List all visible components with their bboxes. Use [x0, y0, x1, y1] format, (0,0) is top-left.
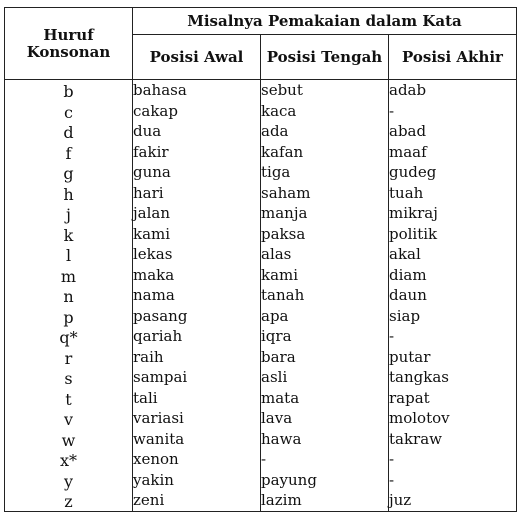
- consonant-letter: k: [63, 225, 74, 245]
- consonant-letter: y: [63, 471, 74, 491]
- consonant-letter: g: [63, 164, 74, 183]
- consonant-letter: q*: [59, 328, 78, 347]
- consonant-table: [4, 7, 517, 512]
- posisi-tengah-column: [261, 80, 389, 512]
- word-posisi-akhir: juz: [389, 491, 412, 509]
- word-posisi-tengah: alas: [261, 245, 292, 263]
- word-posisi-awal: pasang: [133, 306, 188, 325]
- word-posisi-awal: cakap: [133, 101, 178, 120]
- header-posisi-tengah: Posisi Tengah: [261, 35, 389, 80]
- word-posisi-akhir: takraw: [389, 429, 443, 448]
- consonant-letter: b: [63, 82, 74, 101]
- consonant-letter: z: [64, 492, 73, 511]
- word-posisi-awal: hari: [133, 183, 164, 202]
- word-posisi-awal: qariah: [133, 327, 183, 345]
- word-posisi-awal: fakir: [133, 142, 169, 161]
- word-posisi-tengah: kami: [261, 265, 299, 284]
- word-posisi-akhir: -: [389, 450, 395, 468]
- consonant-letter: n: [63, 287, 74, 306]
- consonant-letter: r: [64, 348, 73, 368]
- word-posisi-tengah: lazim: [261, 491, 302, 509]
- word-posisi-akhir: rapat: [389, 388, 430, 407]
- word-posisi-akhir: diam: [389, 265, 427, 284]
- word-posisi-awal: tali: [133, 388, 158, 407]
- word-posisi-akhir: -: [389, 470, 395, 489]
- word-posisi-tengah: ada: [261, 122, 289, 140]
- word-posisi-akhir: putar: [389, 347, 431, 366]
- word-posisi-awal: guna: [133, 163, 171, 181]
- word-posisi-akhir: abad: [389, 122, 427, 140]
- consonant-letter: p: [63, 307, 74, 327]
- word-posisi-awal: raih: [133, 347, 164, 366]
- consonant-letter: c: [64, 102, 73, 122]
- header-misalnya: Misalnya Pemakaian dalam Kata: [133, 8, 517, 35]
- word-posisi-akhir: siap: [389, 306, 421, 325]
- word-posisi-tengah: tanah: [261, 286, 305, 304]
- table-body-row: [5, 80, 517, 512]
- posisi-awal-column: [133, 80, 261, 512]
- consonant-letter: t: [65, 389, 72, 409]
- word-posisi-tengah: kafan: [261, 142, 304, 161]
- word-posisi-tengah: -: [261, 450, 267, 468]
- word-posisi-akhir: daun: [389, 286, 427, 304]
- header-huruf-konsonan: Huruf Konsonan: [5, 8, 133, 80]
- consonant-letter: s: [64, 369, 73, 388]
- word-posisi-tengah: saham: [261, 183, 311, 202]
- consonant-letter: x*: [59, 451, 78, 470]
- word-posisi-awal: yakin: [133, 470, 174, 489]
- word-posisi-tengah: hawa: [261, 429, 302, 448]
- consonant-letter: w: [61, 430, 76, 450]
- word-posisi-akhir: politik: [389, 224, 438, 243]
- consonant-letter: h: [63, 184, 74, 204]
- word-posisi-awal: maka: [133, 265, 175, 284]
- word-posisi-tengah: kaca: [261, 101, 297, 120]
- word-posisi-awal: sampai: [133, 368, 188, 386]
- word-posisi-awal: jalan: [133, 204, 170, 222]
- word-posisi-akhir: molotov: [389, 409, 450, 427]
- header-posisi-akhir: Posisi Akhir: [389, 35, 517, 80]
- word-posisi-awal: xenon: [133, 450, 179, 468]
- word-posisi-akhir: mikraj: [389, 204, 438, 222]
- word-posisi-akhir: tangkas: [389, 368, 449, 386]
- consonant-letter: d: [63, 123, 74, 142]
- word-posisi-awal: dua: [133, 122, 162, 140]
- word-posisi-awal: bahasa: [133, 81, 187, 99]
- word-posisi-awal: lekas: [133, 245, 173, 263]
- word-posisi-tengah: manja: [261, 204, 308, 222]
- word-posisi-akhir: adab: [389, 81, 427, 99]
- word-posisi-tengah: lava: [261, 409, 293, 427]
- posisi-akhir-column: [389, 80, 517, 512]
- word-posisi-tengah: sebut: [261, 81, 303, 99]
- word-posisi-akhir: maaf: [389, 142, 427, 161]
- word-posisi-akhir: -: [389, 327, 395, 345]
- word-posisi-awal: nama: [133, 286, 175, 304]
- word-posisi-tengah: iqra: [261, 327, 292, 345]
- consonant-letter: l: [65, 246, 72, 265]
- word-posisi-akhir: gudeg: [389, 163, 437, 181]
- consonant-letter: j: [66, 205, 71, 224]
- word-posisi-awal: wanita: [133, 429, 185, 448]
- word-posisi-awal: kami: [133, 224, 171, 243]
- consonant-letter: f: [65, 143, 72, 163]
- word-posisi-akhir: akal: [389, 245, 421, 263]
- word-posisi-akhir: tuah: [389, 183, 424, 202]
- word-posisi-tengah: paksa: [261, 224, 306, 243]
- word-posisi-tengah: payung: [261, 470, 317, 489]
- word-posisi-awal: zeni: [133, 491, 165, 509]
- word-posisi-tengah: apa: [261, 306, 289, 325]
- word-posisi-tengah: mata: [261, 388, 300, 407]
- word-posisi-awal: variasi: [133, 409, 184, 427]
- word-posisi-akhir: -: [389, 101, 395, 120]
- huruf-column: [5, 80, 133, 512]
- consonant-letter: v: [63, 410, 74, 429]
- header-posisi-awal: Posisi Awal: [133, 35, 261, 80]
- consonant-letter: m: [60, 266, 77, 286]
- word-posisi-tengah: tiga: [261, 163, 291, 181]
- word-posisi-tengah: bara: [261, 347, 296, 366]
- word-posisi-tengah: asli: [261, 368, 288, 386]
